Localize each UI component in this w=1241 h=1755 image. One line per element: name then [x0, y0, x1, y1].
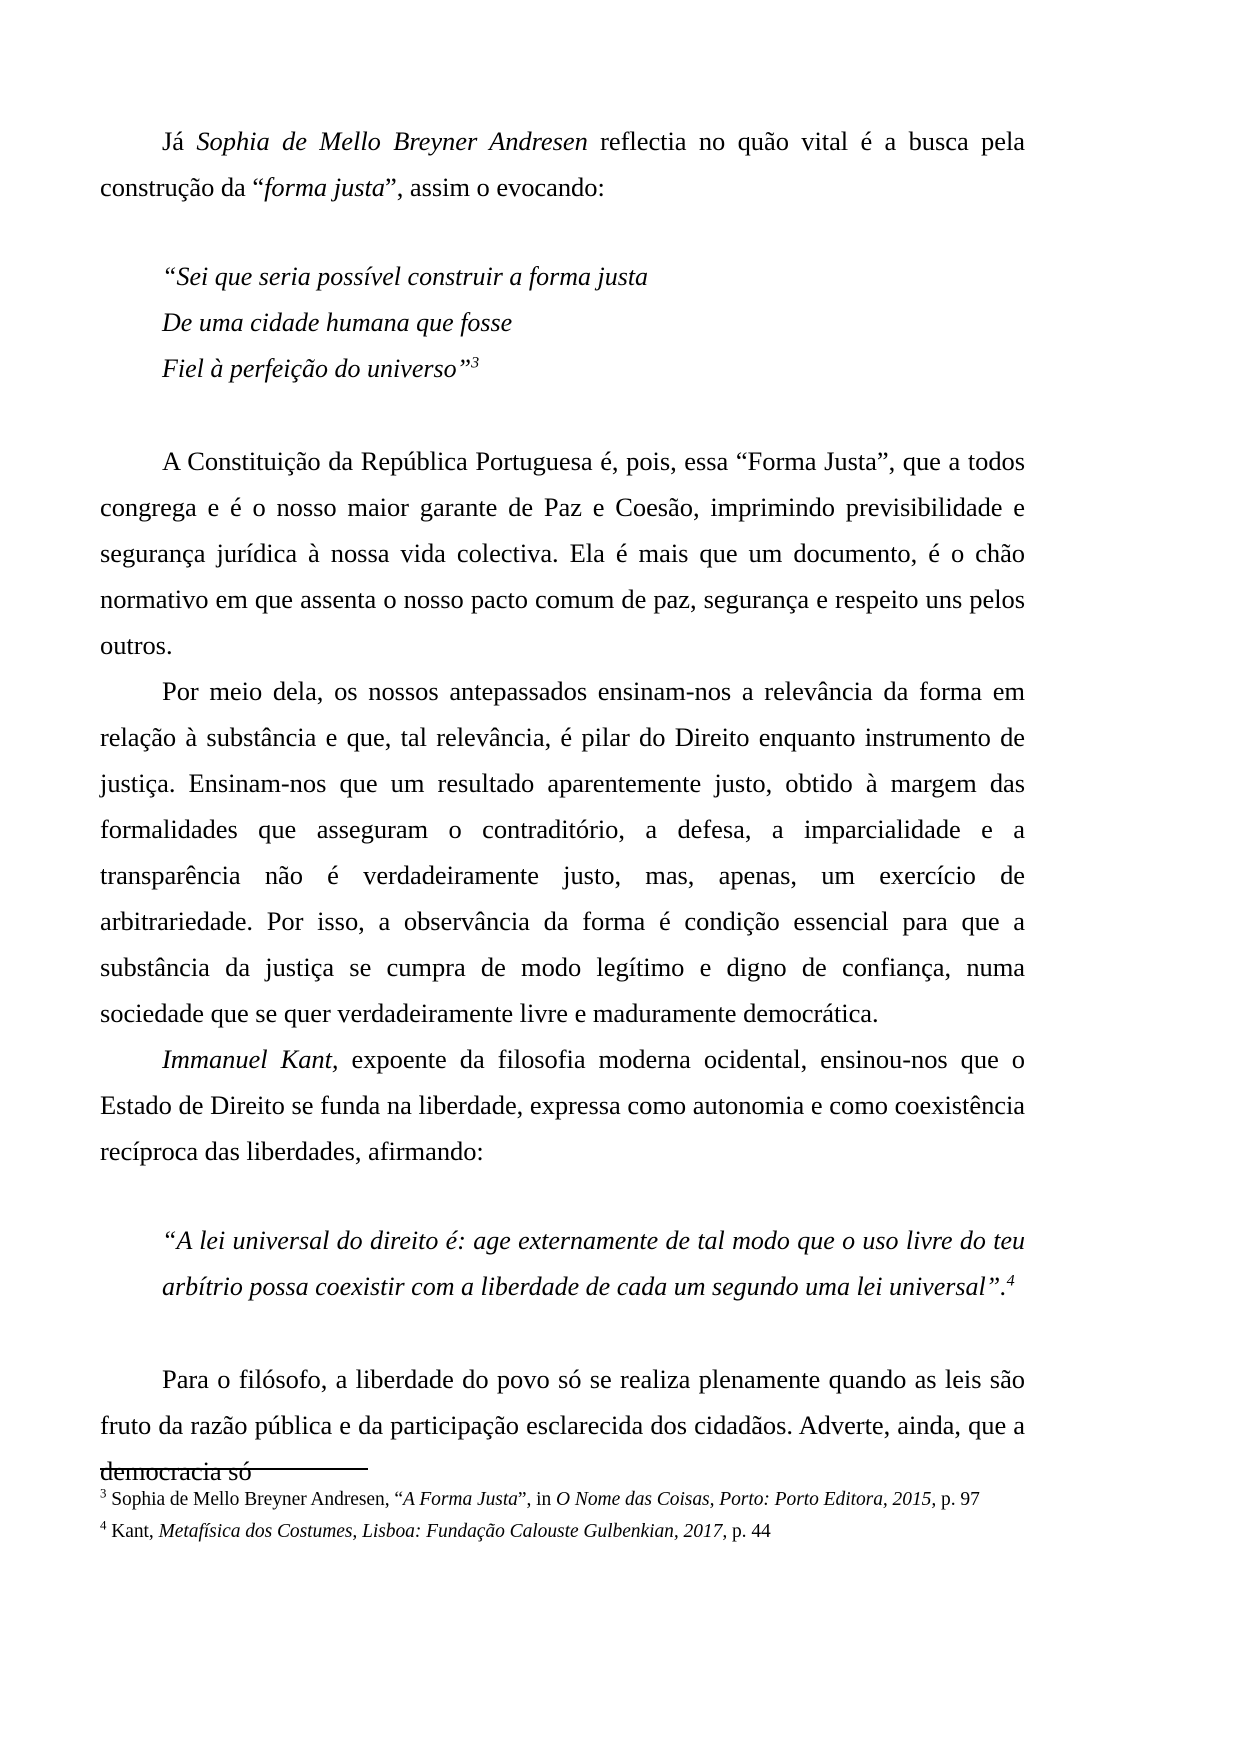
- poem-line-2: De uma cidade humana que fosse: [162, 308, 513, 337]
- footnote-3-plain-3: p. 97: [936, 1489, 980, 1510]
- poem-line-3-text: Fiel à perfeição do universo”: [162, 354, 472, 383]
- footnote-marker-4[interactable]: 4: [1006, 1272, 1015, 1290]
- footnote-4-italic-1: Metafísica dos Costumes, Lisboa: Fundação Calouste Gulbenkian, 2017,: [158, 1521, 728, 1542]
- kant-name: Immanuel Kant,: [162, 1044, 339, 1074]
- paragraph-intro: [100, 118, 1025, 210]
- intro-lead-rest: reflectia no quão vital é a busca pela construção da “: [100, 126, 1025, 202]
- paragraph-por-meio-dela: Por meio dela, os nossos antepassados ensinam-nos a relevância da forma em relação à substância e que, tal relevância, é pilar do Direito enquanto instrumento de justiça. Ensinam-nos que um resultado aparentemente justo, obtido à margem das formalidades que asseguram o contraditório, a defesa, a imparcialidade e a transparência não é verdadeiramente justo, mas, apenas, um exercício de arbitrariedade. Por isso, a observância da forma é condição essencial para que a substância da justiça se cumpra de modo legítimo e digno de confiança, numa sociedade que se quer verdadeiramente livre e maduramente democrática.: [100, 676, 1025, 1028]
- intro-tail: ”, assim o evocando:: [385, 172, 605, 202]
- paragraph-constituicao: A Constituição da República Portuguesa é, pois, essa “Forma Justa”, que a todos congrega e é o nosso maior garante de Paz e Coesão, imprimindo previsibilidade e segurança jurídica à nossa vida colectiva. Ela é mais que um documento, é o chão normativo em que assenta o nosso pacto comum de paz, segurança e respeito uns pelos outros.: [100, 446, 1025, 660]
- footnote-3: [100, 1484, 1025, 1516]
- footnote-4-plain-2: p. 44: [727, 1521, 771, 1542]
- poem-line-1: “Sei que seria possível construir a forma justa: [162, 262, 649, 291]
- intro-lead-plain: Já: [162, 126, 197, 156]
- kant-intro-rest: expoente da filosofia moderna ocidental, ensinou-nos que o Estado de Direito se funda na liberdade, expressa como autonomia e como coexistência recíproca das liberdades, afirmando:: [100, 1044, 1025, 1166]
- spacer-after-kant-quote: [100, 1310, 1025, 1356]
- footnote-4: [100, 1516, 1025, 1548]
- spacer-after-poem: [100, 392, 1025, 438]
- footnote-3-italic-2: O Nome das Coisas, Porto: Porto Editora, 2015,: [556, 1489, 937, 1510]
- paragraph-kant-intro: [100, 1036, 1025, 1174]
- kant-quote-block: [100, 1218, 1025, 1310]
- footnote-separator-rule: [100, 1468, 368, 1470]
- paragraph-filosofo: Para o filósofo, a liberdade do povo só se realiza plenamente quando as leis são fruto da razão pública e da participação esclarecida dos cidadãos. Adverte, ainda, que a democracia só: [100, 1364, 1025, 1486]
- poem-quote-block: [100, 254, 1025, 392]
- intro-author-name: Sophia de Mello Breyner Andresen: [196, 126, 588, 156]
- spacer-before-kant-quote: [100, 1174, 1025, 1218]
- footnote-3-plain-2: ”, in: [517, 1489, 557, 1510]
- footnote-4-marker: 4: [100, 1518, 107, 1533]
- footnote-3-plain-1: Sophia de Mello Breyner Andresen, “: [106, 1489, 403, 1510]
- footnote-3-italic-1: A Forma Justa: [402, 1489, 518, 1510]
- footnotes-section: [100, 1484, 1025, 1548]
- footnote-marker-3[interactable]: 3: [471, 354, 480, 372]
- footnote-3-marker: 3: [100, 1486, 107, 1501]
- kant-quote-text: “A lei universal do direito é: age externamente de tal modo que o uso livre do teu arbítrio possa coexistir com a liberdade de cada um segundo uma lei universal”.: [162, 1226, 1025, 1301]
- footnote-4-plain-1: Kant,: [106, 1521, 159, 1542]
- page-content: [100, 118, 1025, 1494]
- intro-italic-term: forma justa: [264, 172, 385, 202]
- spacer-before-poem: [100, 210, 1025, 254]
- poem-line-3: [162, 346, 1025, 392]
